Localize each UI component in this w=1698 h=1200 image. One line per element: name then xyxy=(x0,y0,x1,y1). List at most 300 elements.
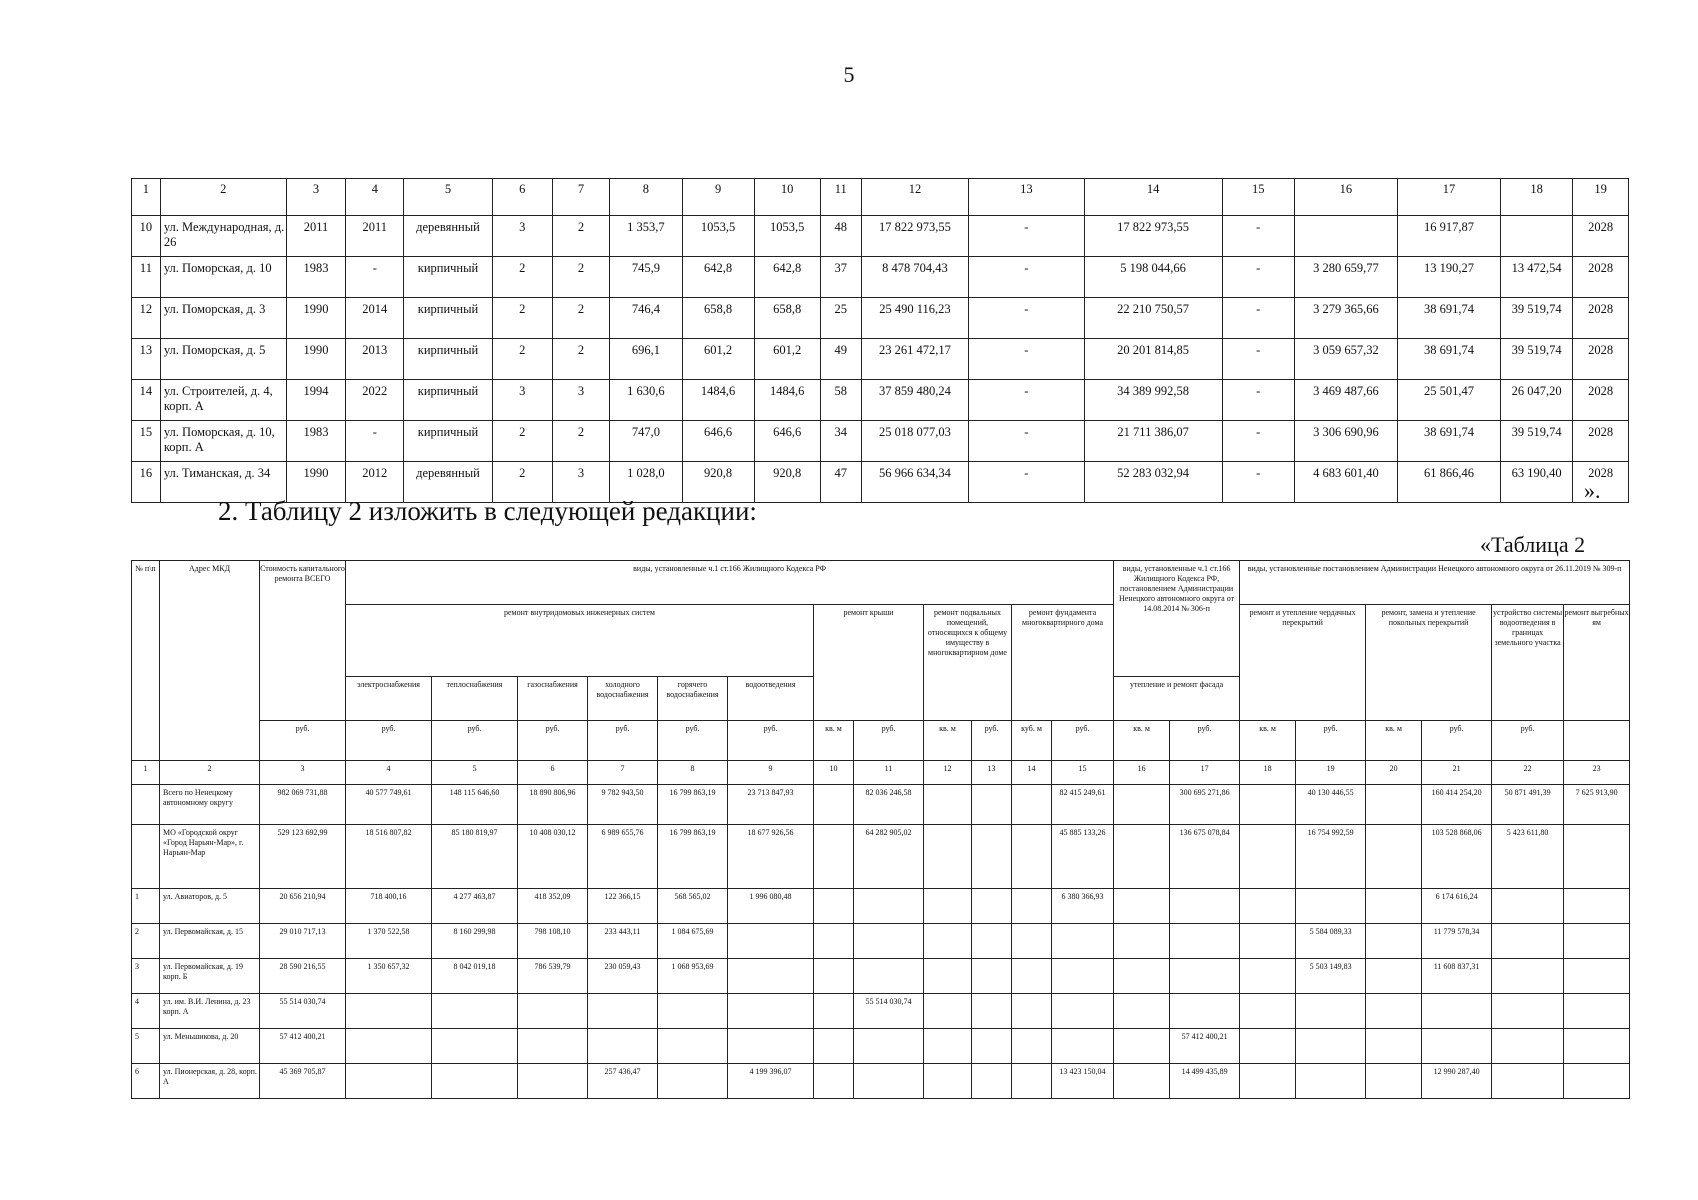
table-cell xyxy=(1296,1029,1366,1064)
table-cell: 40 130 446,55 xyxy=(1296,785,1366,825)
table-header-row xyxy=(132,179,1629,216)
table-cell xyxy=(1240,825,1296,889)
hot-water-header: горячего водоснабжения xyxy=(658,677,728,721)
table-cell xyxy=(1170,994,1240,1029)
column-number: 8 xyxy=(610,179,682,216)
table-cell: 2028 xyxy=(1573,380,1629,421)
table-cell xyxy=(432,1029,518,1064)
table-cell: 38 691,74 xyxy=(1397,298,1500,339)
table-cell: 3 xyxy=(552,462,610,503)
table-cell: 8 478 704,43 xyxy=(861,257,968,298)
table-cell: 50 871 491,39 xyxy=(1492,785,1564,825)
table-cell xyxy=(972,959,1012,994)
table-cell xyxy=(1366,825,1422,889)
column-number: 3 xyxy=(286,179,346,216)
table-cell: 1 028,0 xyxy=(610,462,682,503)
table-cell xyxy=(1564,1029,1630,1064)
table-cell xyxy=(1422,1029,1492,1064)
table-cell: - xyxy=(1222,421,1294,462)
table-cell: - xyxy=(969,298,1084,339)
column-number: 1 xyxy=(132,761,160,785)
table-cell: 646,6 xyxy=(682,421,754,462)
column-number: 2 xyxy=(160,179,286,216)
table-cell: 25 490 116,23 xyxy=(861,298,968,339)
table-cell xyxy=(1170,889,1240,924)
table-cell: - xyxy=(969,462,1084,503)
table-cell: 1 xyxy=(132,889,160,924)
table-cell: - xyxy=(346,257,404,298)
table-cell xyxy=(854,1029,924,1064)
table-cell xyxy=(1012,889,1052,924)
table-cell: 58 xyxy=(820,380,861,421)
table-cell xyxy=(1012,1064,1052,1099)
table-cell: 1994 xyxy=(286,380,346,421)
table-cell xyxy=(1170,924,1240,959)
table-cell: 2 xyxy=(492,257,552,298)
table-cell: 12 990 287,40 xyxy=(1422,1064,1492,1099)
table-cell xyxy=(1296,889,1366,924)
table-cell: 5 423 611,80 xyxy=(1492,825,1564,889)
table-cell xyxy=(972,924,1012,959)
table-cell: ул. Первомайская, д. 15 xyxy=(160,924,260,959)
table-cell xyxy=(814,785,854,825)
table-cell: 745,9 xyxy=(610,257,682,298)
column-number: 18 xyxy=(1240,761,1296,785)
unit-cell: руб. xyxy=(1052,721,1114,761)
table-cell xyxy=(432,994,518,1029)
table-cell: 642,8 xyxy=(754,257,820,298)
table-cell: кирпичный xyxy=(404,339,493,380)
unit-cell: руб. xyxy=(432,721,518,761)
table-cell: 25 501,47 xyxy=(1397,380,1500,421)
column-number: 11 xyxy=(820,179,861,216)
table-cell: 3 059 657,32 xyxy=(1294,339,1397,380)
column-number: 3 xyxy=(260,761,346,785)
table-cell: 63 190,40 xyxy=(1501,462,1573,503)
table-cell xyxy=(1114,1064,1170,1099)
sewer-header: водоотведения xyxy=(728,677,814,721)
table-cell: 15 xyxy=(132,421,161,462)
table-cell: кирпичный xyxy=(404,380,493,421)
table-cell: 29 010 717,13 xyxy=(260,924,346,959)
pits-header: ремонт выгребных ям xyxy=(1564,605,1630,721)
table-cell xyxy=(1012,959,1052,994)
table-cell: ул. Первомайская, д. 19 корп. Б xyxy=(160,959,260,994)
table-cell: 40 577 749,61 xyxy=(346,785,432,825)
table-cell: 10 408 030,12 xyxy=(518,825,588,889)
unit-cell: руб. xyxy=(588,721,658,761)
table-cell xyxy=(924,785,972,825)
table-cell xyxy=(1012,994,1052,1029)
table-cell: 718 400,16 xyxy=(346,889,432,924)
table-cell: 48 xyxy=(820,216,861,257)
table-cell: 45 369 705,87 xyxy=(260,1064,346,1099)
table-cell: 14 499 435,89 xyxy=(1170,1064,1240,1099)
table-cell: 2011 xyxy=(286,216,346,257)
table-cell: кирпичный xyxy=(404,421,493,462)
table-cell: - xyxy=(346,421,404,462)
table-row xyxy=(132,1064,1630,1099)
table-row xyxy=(132,380,1629,421)
table-cell xyxy=(588,994,658,1029)
table-cell: 3 xyxy=(552,380,610,421)
column-number: 10 xyxy=(814,761,854,785)
group-header-2: виды, установленные ч.1 ст.166 Жилищного Кодекса РФ, постановлением Администрации Ненецкого автономного округа от 14.08.2014 № 306-п xyxy=(1114,561,1240,677)
unit-cell: кв. м xyxy=(814,721,854,761)
table-cell xyxy=(1366,889,1422,924)
table-cell: - xyxy=(969,421,1084,462)
table-cell xyxy=(346,1029,432,1064)
table-cell: 1484,6 xyxy=(682,380,754,421)
table-cell xyxy=(924,924,972,959)
table-cell: 37 xyxy=(820,257,861,298)
table-cell xyxy=(1052,959,1114,994)
table-cell xyxy=(1564,1064,1630,1099)
table-cell: 56 966 634,34 xyxy=(861,462,968,503)
table-cell: 4 277 463,87 xyxy=(432,889,518,924)
cold-water-header: холодного водоснабжения xyxy=(588,677,658,721)
table-cell xyxy=(1564,959,1630,994)
unit-cell: руб. xyxy=(1422,721,1492,761)
table-cell: 1990 xyxy=(286,298,346,339)
table-cell: 2022 xyxy=(346,380,404,421)
table-cell: 23 713 847,93 xyxy=(728,785,814,825)
table-cell xyxy=(1114,994,1170,1029)
column-number: 1 xyxy=(132,179,161,216)
table-cell: 28 590 216,55 xyxy=(260,959,346,994)
table-cell: 2028 xyxy=(1573,462,1629,503)
column-number: 11 xyxy=(854,761,924,785)
table-cell: 658,8 xyxy=(682,298,754,339)
table-cell: 2 xyxy=(552,298,610,339)
table-cell: 2012 xyxy=(346,462,404,503)
table-cell: 148 115 646,60 xyxy=(432,785,518,825)
column-number: 4 xyxy=(346,761,432,785)
table-cell xyxy=(728,994,814,1029)
table-cell: 2 xyxy=(552,257,610,298)
table-cell xyxy=(346,1064,432,1099)
unit-cell: куб. м xyxy=(1012,721,1052,761)
table-cell xyxy=(924,1064,972,1099)
table-cell: 8 042 019,18 xyxy=(432,959,518,994)
table-cell xyxy=(854,924,924,959)
table-cell: 34 xyxy=(820,421,861,462)
table-cell: 5 503 149,83 xyxy=(1296,959,1366,994)
table-cell xyxy=(1170,959,1240,994)
table-cell: 38 691,74 xyxy=(1397,339,1500,380)
foundation-header: ремонт фундамента многоквартирного дома xyxy=(1012,605,1114,721)
column-number: 15 xyxy=(1222,179,1294,216)
table-cell xyxy=(728,959,814,994)
table-cell: 39 519,74 xyxy=(1501,298,1573,339)
column-number: 12 xyxy=(861,179,968,216)
table-cell: 2014 xyxy=(346,298,404,339)
table-cell: 5 xyxy=(132,1029,160,1064)
table-cell xyxy=(1564,994,1630,1029)
table-cell xyxy=(1294,216,1397,257)
column-number: 20 xyxy=(1366,761,1422,785)
table-cell: 529 123 692,99 xyxy=(260,825,346,889)
table-cell xyxy=(854,959,924,994)
table-cell: 3 xyxy=(132,959,160,994)
basefloor-header: ремонт, замена и утепление покольных перекрытий xyxy=(1366,605,1492,721)
table-cell: ул. им. В.И. Ленина, д. 23 корп. А xyxy=(160,994,260,1029)
table-cell: 13 423 150,04 xyxy=(1052,1064,1114,1099)
table-cell xyxy=(1052,994,1114,1029)
column-number: 9 xyxy=(728,761,814,785)
table-cell: 1053,5 xyxy=(682,216,754,257)
table-cell: 13 472,54 xyxy=(1501,257,1573,298)
table-cell xyxy=(1366,1064,1422,1099)
table-cell xyxy=(814,1029,854,1064)
table-cell: 2 xyxy=(492,462,552,503)
group-header-3: виды, установленные постановлением Администрации Ненецкого автономного округа от 26.11.2019 № 309-п xyxy=(1240,561,1630,605)
table-cell xyxy=(658,1029,728,1064)
table-row xyxy=(132,257,1629,298)
table-cell xyxy=(1052,924,1114,959)
table-cell: 17 822 973,55 xyxy=(861,216,968,257)
table-cell xyxy=(1114,959,1170,994)
table-cell: - xyxy=(1222,298,1294,339)
unit-cell: кв. м xyxy=(1366,721,1422,761)
table-cell: 601,2 xyxy=(754,339,820,380)
table-cell xyxy=(1114,1029,1170,1064)
column-number: 6 xyxy=(492,179,552,216)
table-cell: 798 108,10 xyxy=(518,924,588,959)
column-number: 10 xyxy=(754,179,820,216)
table-cell: ул. Авиаторов, д. 5 xyxy=(160,889,260,924)
table-cell xyxy=(728,924,814,959)
table-cell xyxy=(854,889,924,924)
table-cell: 11 608 837,31 xyxy=(1422,959,1492,994)
table-cell xyxy=(1114,825,1170,889)
table-cell: 982 069 731,88 xyxy=(260,785,346,825)
table-cell: 3 xyxy=(492,216,552,257)
table-cell: 601,2 xyxy=(682,339,754,380)
table-cell: 26 047,20 xyxy=(1501,380,1573,421)
unit-cell: кв. м xyxy=(1240,721,1296,761)
table-cell: 1 353,7 xyxy=(610,216,682,257)
table-cell xyxy=(1366,959,1422,994)
unit-cell: кв. м xyxy=(1114,721,1170,761)
table-cell: ул. Международная, д. 26 xyxy=(160,216,286,257)
table-cell xyxy=(924,994,972,1029)
table-cell: 646,6 xyxy=(754,421,820,462)
table-cell: 3 279 365,66 xyxy=(1294,298,1397,339)
table-cell: 2013 xyxy=(346,339,404,380)
table-cell: 38 691,74 xyxy=(1397,421,1500,462)
table-cell xyxy=(658,994,728,1029)
table-cell xyxy=(1296,1064,1366,1099)
table-cell: 2011 xyxy=(346,216,404,257)
table-cell xyxy=(1492,1029,1564,1064)
table-cell xyxy=(1240,889,1296,924)
electric-header: электроснабжения xyxy=(346,677,432,721)
table-cell: 5 198 044,66 xyxy=(1084,257,1222,298)
table-cell xyxy=(432,1064,518,1099)
table-cell: 82 036 246,58 xyxy=(854,785,924,825)
table-row xyxy=(132,421,1629,462)
unit-cell: руб. xyxy=(658,721,728,761)
table-cell: 3 306 690,96 xyxy=(1294,421,1397,462)
table-cell: 1 370 522,58 xyxy=(346,924,432,959)
table-cell: 160 414 254,20 xyxy=(1422,785,1492,825)
column-number: 19 xyxy=(1296,761,1366,785)
table-cell: ул. Пионерская, д. 28, корп. А xyxy=(160,1064,260,1099)
table-cell: 64 282 905,02 xyxy=(854,825,924,889)
table-row xyxy=(132,298,1629,339)
table-cell: 747,0 xyxy=(610,421,682,462)
table-cell: - xyxy=(1222,462,1294,503)
column-number: 5 xyxy=(432,761,518,785)
table-cell: деревянный xyxy=(404,216,493,257)
table-cell xyxy=(972,1029,1012,1064)
table-cell: 1983 xyxy=(286,257,346,298)
unit-cell: руб. xyxy=(260,721,346,761)
table-row xyxy=(132,216,1629,257)
table-cell: 12 xyxy=(132,298,161,339)
table-cell xyxy=(1240,785,1296,825)
column-number: 5 xyxy=(404,179,493,216)
table-cell: деревянный xyxy=(404,462,493,503)
table-cell: 20 656 210,94 xyxy=(260,889,346,924)
table-row xyxy=(132,785,1630,825)
table-cell xyxy=(518,1064,588,1099)
section-heading: 2. Таблицу 2 изложить в следующей редакции: xyxy=(218,496,757,526)
table-cell: 257 436,47 xyxy=(588,1064,658,1099)
table-cell: 47 xyxy=(820,462,861,503)
table-cell: кирпичный xyxy=(404,298,493,339)
unit-cell: руб. xyxy=(346,721,432,761)
table-cell: 1 996 080,48 xyxy=(728,889,814,924)
table-cell: 233 443,11 xyxy=(588,924,658,959)
table-cell xyxy=(1052,1029,1114,1064)
column-number: 6 xyxy=(518,761,588,785)
table-cell: 57 412 400,21 xyxy=(260,1029,346,1064)
table-cell xyxy=(814,994,854,1029)
column-number: 13 xyxy=(972,761,1012,785)
table-cell: 1990 xyxy=(286,339,346,380)
unit-cell xyxy=(1564,721,1630,761)
table-cell: 8 160 299,98 xyxy=(432,924,518,959)
table-cell xyxy=(728,1029,814,1064)
table-cell xyxy=(1564,889,1630,924)
table-cell: - xyxy=(1222,257,1294,298)
table-cell: 1 084 675,69 xyxy=(658,924,728,959)
table-cell: 1983 xyxy=(286,421,346,462)
table-row xyxy=(132,959,1630,994)
table-cell: 3 280 659,77 xyxy=(1294,257,1397,298)
table-cell: 82 415 249,61 xyxy=(1052,785,1114,825)
table-cell: 16 799 863,19 xyxy=(658,825,728,889)
column-number: 14 xyxy=(1012,761,1052,785)
table-row xyxy=(132,994,1630,1029)
table-cell: 122 366,15 xyxy=(588,889,658,924)
table-cell: 18 516 807,82 xyxy=(346,825,432,889)
table-cell xyxy=(1366,1029,1422,1064)
table-cell xyxy=(1012,1029,1052,1064)
table-cell xyxy=(1114,924,1170,959)
column-number: 17 xyxy=(1170,761,1240,785)
table-cell xyxy=(814,959,854,994)
table-row xyxy=(132,825,1630,889)
table-2-caption: «Таблица 2 xyxy=(1480,532,1586,557)
table-cell: ул. Поморская, д. 5 xyxy=(160,339,286,380)
table-cell: 5 584 089,33 xyxy=(1296,924,1366,959)
table-cell xyxy=(814,924,854,959)
table-cell: 103 528 868,06 xyxy=(1422,825,1492,889)
table-cell xyxy=(1492,1064,1564,1099)
table-cell: 2028 xyxy=(1573,257,1629,298)
table-cell: 13 xyxy=(132,339,161,380)
table-cell: 2 xyxy=(492,339,552,380)
table-cell: 57 412 400,21 xyxy=(1170,1029,1240,1064)
table-cell: - xyxy=(969,257,1084,298)
page-number: 5 xyxy=(843,62,855,87)
table-cell: 25 xyxy=(820,298,861,339)
table-cell: 6 989 655,76 xyxy=(588,825,658,889)
table-cell: 18 890 806,96 xyxy=(518,785,588,825)
table-cell: ул. Поморская, д. 10, корп. А xyxy=(160,421,286,462)
table-cell xyxy=(1240,994,1296,1029)
table-cell: - xyxy=(969,216,1084,257)
table-cell xyxy=(972,785,1012,825)
table-row xyxy=(132,924,1630,959)
table-cell xyxy=(1012,785,1052,825)
units-row xyxy=(132,721,1630,761)
column-number: 2 xyxy=(160,761,260,785)
table-cell: 34 389 992,58 xyxy=(1084,380,1222,421)
table-cell: 1990 xyxy=(286,462,346,503)
table-cell: 2 xyxy=(552,339,610,380)
table-cell: 18 677 926,56 xyxy=(728,825,814,889)
column-number: 12 xyxy=(924,761,972,785)
table-cell: 1 068 953,69 xyxy=(658,959,728,994)
drainage-header: устройство системы водоотведения в границах земельного участка xyxy=(1492,605,1564,721)
table-cell: 230 059,43 xyxy=(588,959,658,994)
table-cell: 11 xyxy=(132,257,161,298)
table-cell xyxy=(1564,825,1630,889)
column-number: 13 xyxy=(969,179,1084,216)
table-cell xyxy=(972,1064,1012,1099)
table-cell: 568 565,02 xyxy=(658,889,728,924)
table-cell xyxy=(346,994,432,1029)
heat-header: теплоснабжения xyxy=(432,677,518,721)
table-cell xyxy=(1114,785,1170,825)
table-cell xyxy=(1240,1029,1296,1064)
col-address-header: Адрес МКД xyxy=(160,561,260,761)
table-cell: - xyxy=(969,339,1084,380)
table-cell: 658,8 xyxy=(754,298,820,339)
table-cell xyxy=(1114,889,1170,924)
table-cell xyxy=(1422,994,1492,1029)
table-cell xyxy=(1501,216,1573,257)
table-cell: ул. Тиманская, д. 34 xyxy=(160,462,286,503)
gas-header: газоснабжения xyxy=(518,677,588,721)
column-number: 8 xyxy=(658,761,728,785)
col-no-header: № п\п xyxy=(132,561,160,761)
table-cell xyxy=(1240,1064,1296,1099)
table-cell xyxy=(518,994,588,1029)
table-cell: 17 822 973,55 xyxy=(1084,216,1222,257)
column-number: 22 xyxy=(1492,761,1564,785)
table-cell: 6 380 366,93 xyxy=(1052,889,1114,924)
table-cell: 746,4 xyxy=(610,298,682,339)
table-cell: - xyxy=(1222,380,1294,421)
table-cell: 2 xyxy=(492,298,552,339)
column-number: 14 xyxy=(1084,179,1222,216)
table-cell: 300 695 271,86 xyxy=(1170,785,1240,825)
